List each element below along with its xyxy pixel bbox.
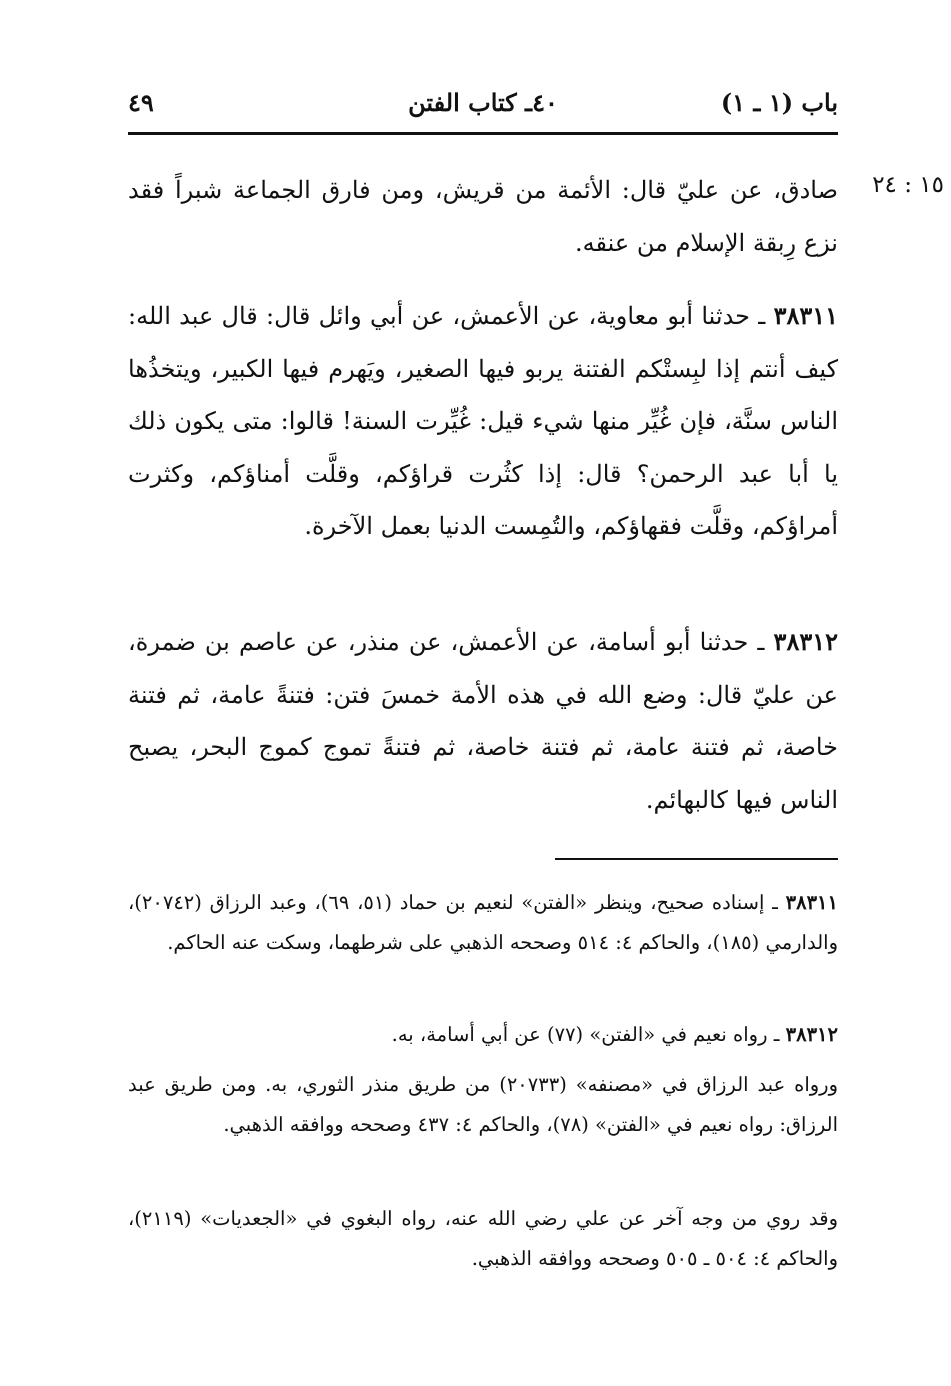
paragraph-continuation: [128, 164, 838, 269]
footnote: [128, 883, 838, 963]
hadith-paragraph: [128, 290, 838, 553]
footnote: [128, 1015, 838, 1055]
footnote-body: [128, 1015, 838, 1055]
footnote: [128, 1065, 838, 1145]
footnote-rule: [555, 858, 838, 860]
footnote-body: [128, 883, 838, 963]
running-header: [128, 88, 838, 128]
paragraph-text: ـ حدثنا أبو معاوية، عن الأعمش، عن أبي وائل قال: قال عبد الله: كيف أنتم إذا لبِستْكم الفتنة يربو فيها الصغير، ويَهرم فيها الكبير، ويتخذُها الناس سنَّة، فإن غُيِّر منها شيء قيل: غُيِّرت السنة! قالوا: متى يكون ذلك يا أبا عبد الرحمن؟ قال: إذا كثُرت قراؤكم، وقلَّت أمناؤكم، وكثرت أمراؤكم، وقلَّت فقهاؤكم، والتُمِست الدنيا بعمل الآخرة.: [128, 302, 838, 540]
paragraph-body: [128, 290, 838, 553]
footnote-text: ورواه عبد الرزاق في «مصنفه» (٢٠٧٣٣) من طريق منذر الثوري، به. ومن طريق عبد الرزاق: رواه نعيم في «الفتن» (٧٨)، والحاكم ٤: ٤٣٧ وصححه ووافقه الذهبي.: [128, 1073, 838, 1136]
header-rule: [128, 132, 838, 135]
paragraph-text: ـ حدثنا أبو أسامة، عن الأعمش، عن منذر، عن عاصم بن ضمرة، عن عليّ قال: وضع الله في هذه الأمة خمسَ فتن: فتنةً عامة، ثم فتنة خاصة، ثم فتنة عامة، ثم فتنة خاصة، ثم فتنةً تموج كموج البحر، يصبح الناس فيها كالبهائم.: [128, 628, 838, 814]
footnote-body: [128, 1199, 838, 1279]
book-title: ٤٠ـ كتاب الفتن: [408, 88, 558, 117]
paragraph-text: صادق، عن عليّ قال: الأئمة من قريش، ومن فارق الجماعة شبراً فقد نزع رِبقة الإسلام من عنقه.: [128, 176, 838, 257]
footnote-number: ٣٨٣١٢: [785, 1023, 838, 1046]
paragraph-body: [128, 616, 838, 826]
footnote-number: ٣٨٣١١: [785, 891, 839, 914]
footnote-text: ـ إسناده صحيح، وينظر «الفتن» لنعيم بن حماد (٥١، ٦٩)، وعبد الرزاق (٢٠٧٤٢)، والدارمي (١٨٥)، والحاكم ٤: ٥١٤ وصححه الذهبي على شرطهما، وسكت عنه الحاكم.: [128, 891, 838, 954]
footnote-body: [128, 1065, 838, 1145]
hadith-paragraph: [128, 616, 838, 826]
footnote-text: ـ رواه نعيم في «الفتن» (٧٧) عن أبي أسامة، به.: [391, 1023, 786, 1046]
chapter-reference: باب (١ ـ ١): [720, 88, 838, 117]
footnote: [128, 1199, 838, 1279]
margin-reference: ١٥ : ٢٤: [872, 172, 944, 198]
page-number: ٤٩: [128, 88, 154, 117]
hadith-number: ٣٨٣١٢: [773, 627, 838, 656]
hadith-number: ٣٨٣١١: [773, 301, 839, 330]
footnote-text: وقد روي من وجه آخر عن علي رضي الله عنه، رواه البغوي في «الجعديات» (٢١١٩)، والحاكم ٤: ٥٠٤ ـ ٥٠٥ وصححه ووافقه الذهبي.: [128, 1207, 838, 1270]
